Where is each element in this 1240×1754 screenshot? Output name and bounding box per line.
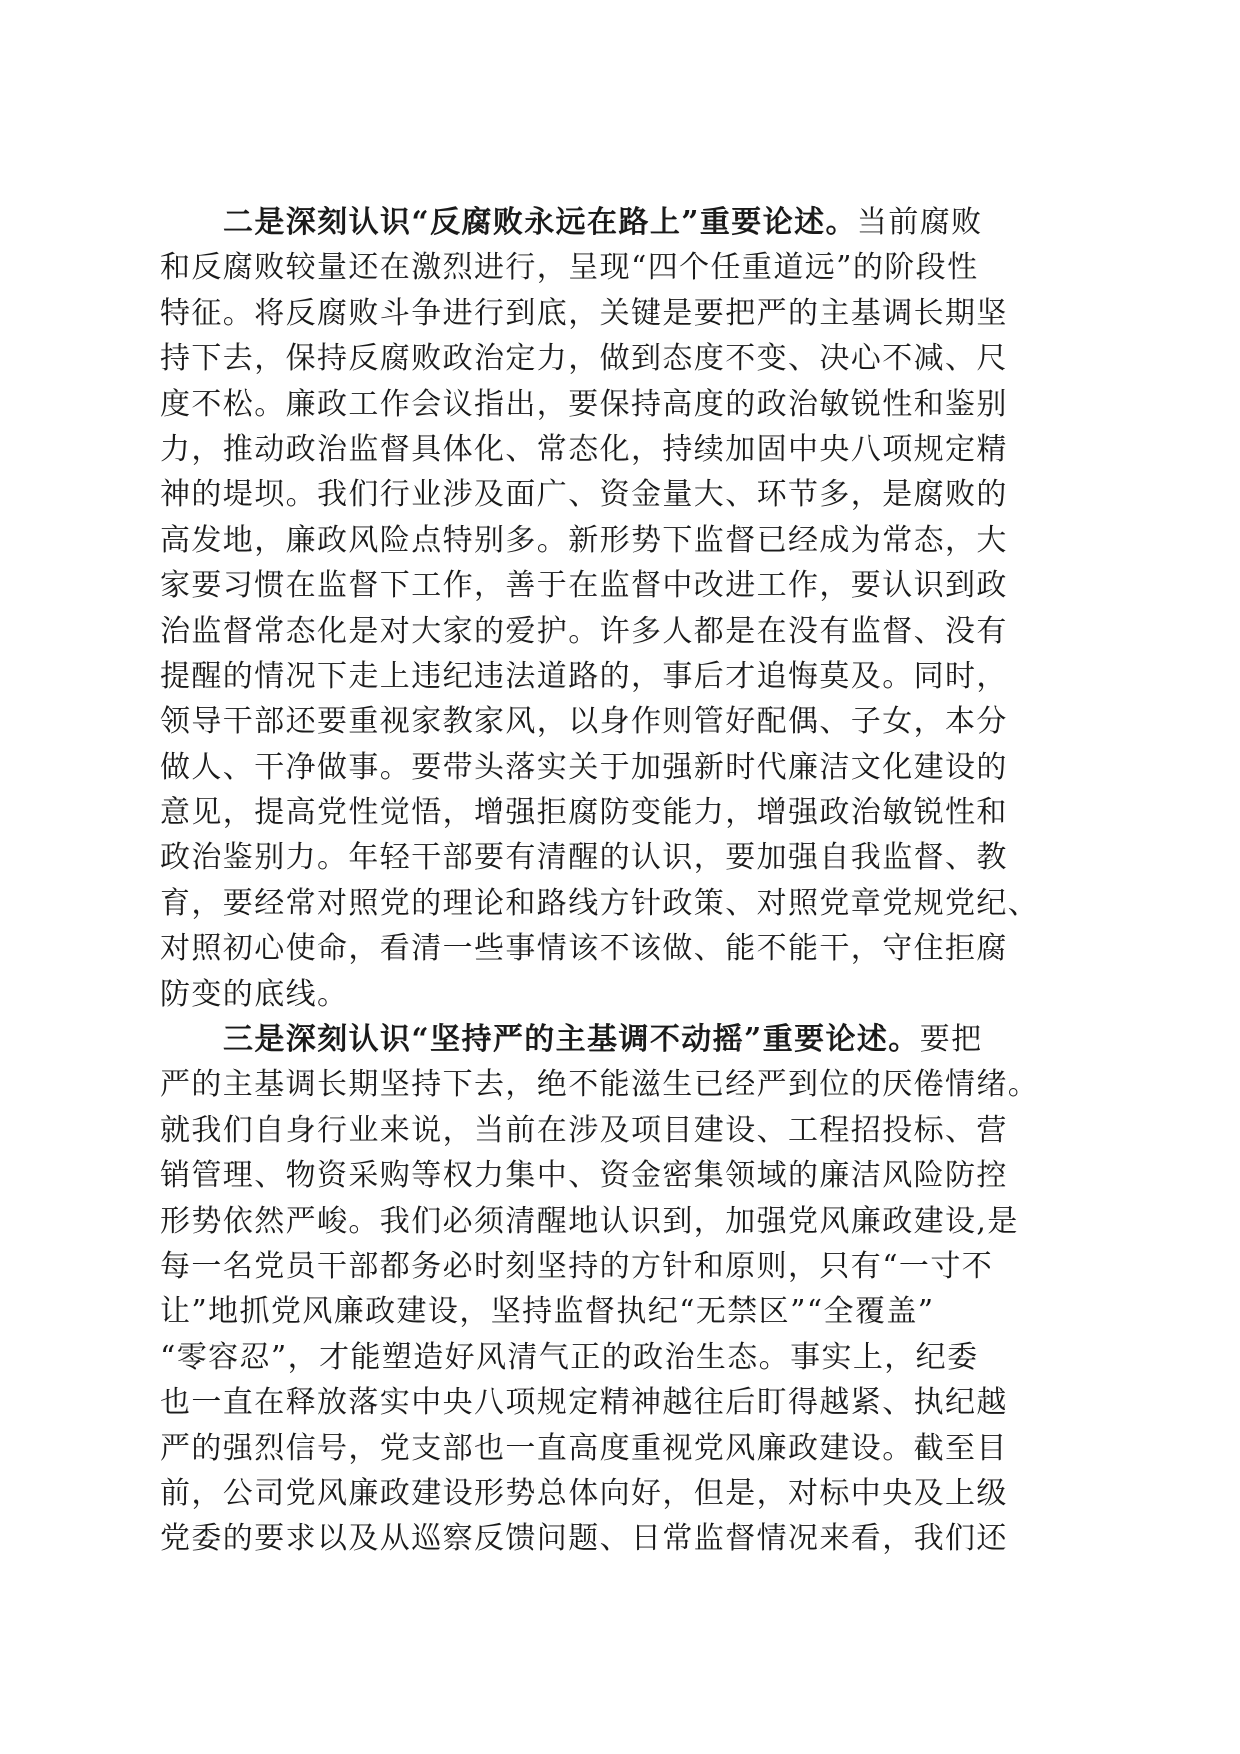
paragraph-1-first-line bbox=[160, 200, 1090, 245]
paragraph-1-line-4: 度不松。廉政工作会议指出，要保持高度的政治敏锐性和鉴别 bbox=[160, 386, 1008, 422]
paragraph-2-heading: 三是深刻认识“坚持严的主基调不动摇”重要论述。 bbox=[223, 1022, 920, 1058]
paragraph-1-line-0: 当前腐败 bbox=[856, 205, 983, 240]
paragraph-2-first-line bbox=[160, 1017, 1090, 1062]
paragraph-2-line-10: 前，公司党风廉政建设形势总体向好，但是，对标中央及上级 bbox=[160, 1475, 1008, 1511]
paragraph-1-line-1: 和反腐败较量还在激烈进行，呈现“四个任重道远”的阶段性 bbox=[160, 250, 979, 286]
paragraph-1-line-13: 意见，提高党性觉悟，增强拒腐防变能力，增强政治敏锐性和 bbox=[160, 795, 1008, 831]
paragraph-1-line-17: 防变的底线。 bbox=[160, 976, 349, 1012]
paragraph-1-heading: 二是深刻认识“反腐败永远在路上”重要论述。 bbox=[223, 205, 857, 240]
paragraph-1-line-2: 特征。将反腐败斗争进行到底，关键是要把严的主基调长期坚 bbox=[160, 295, 1008, 331]
paragraph-2-line-8: 也一直在释放落实中央八项规定精神越往后盯得越紧、执纪越 bbox=[160, 1385, 1008, 1421]
paragraph-1-line-5: 力，推动政治监督具体化、常态化，持续加固中央八项规定精 bbox=[160, 431, 1008, 467]
paragraph-2-line-3: 销管理、物资采购等权力集中、资金密集领域的廉洁风险防控 bbox=[160, 1158, 1008, 1194]
paragraph-2-line-11: 党委的要求以及从巡察反馈问题、日常监督情况来看，我们还 bbox=[160, 1521, 1008, 1557]
paragraph-2-line-2: 就我们自身行业来说，当前在涉及项目建设、工程招投标、营 bbox=[160, 1112, 1008, 1148]
paragraph-1-line-7: 高发地，廉政风险点特别多。新形势下监督已经成为常态，大 bbox=[160, 522, 1008, 558]
paragraph-1-line-11: 领导干部还要重视家教家风，以身作则管好配偶、子女，本分 bbox=[160, 704, 1008, 740]
paragraph-1-line-10: 提醒的情况下走上违纪违法道路的，事后才追悔莫及。同时， bbox=[160, 658, 1008, 694]
paragraph-1-line-3: 持下去，保持反腐败政治定力，做到态度不变、决心不减、尺 bbox=[160, 341, 1008, 377]
paragraph-1-line-9: 治监督常态化是对大家的爱护。许多人都是在没有监督、没有 bbox=[160, 613, 1008, 649]
paragraph-1-line-6: 神的堤坝。我们行业涉及面广、资金量大、环节多，是腐败的 bbox=[160, 477, 1008, 513]
paragraph-1-line-15: 育，要经常对照党的理论和路线方针政策、对照党章党规党纪、 bbox=[160, 885, 1040, 921]
paragraph-2-line-6: 让”地抓党风廉政建设，坚持监督执纪“无禁区”“全覆盖” bbox=[160, 1294, 935, 1330]
paragraph-2-line-1: 严的主基调长期坚持下去，绝不能滋生已经严到位的厌倦情绪。 bbox=[160, 1067, 1040, 1103]
paragraph-2-line-7: “零容忍”，才能塑造好风清气正的政治生态。事实上，纪委 bbox=[160, 1339, 979, 1375]
paragraph-1-line-16: 对照初心使命，看清一些事情该不该做、能不能干，守住拒腐 bbox=[160, 931, 1008, 967]
paragraph-2-line-0: 要把 bbox=[919, 1022, 983, 1058]
paragraph-1-line-12: 做人、干净做事。要带头落实关于加强新时代廉洁文化建设的 bbox=[160, 749, 1008, 785]
paragraph-2-line-9: 严的强烈信号，党支部也一直高度重视党风廉政建设。截至目 bbox=[160, 1430, 1008, 1466]
paragraph-2-line-4: 形势依然严峻。我们必须清醒地认识到，加强党风廉政建设,是 bbox=[160, 1203, 1019, 1239]
paragraph-1-line-8: 家要习惯在监督下工作，善于在监督中改进工作，要认识到政 bbox=[160, 568, 1008, 604]
paragraph-2-line-5: 每一名党员干部都务必时刻坚持的方针和原则，只有“一寸不 bbox=[160, 1248, 994, 1284]
paragraph-1-line-14: 政治鉴别力。年轻干部要有清醒的认识，要加强自我监督、教 bbox=[160, 840, 1008, 876]
document-body bbox=[160, 200, 1090, 1562]
